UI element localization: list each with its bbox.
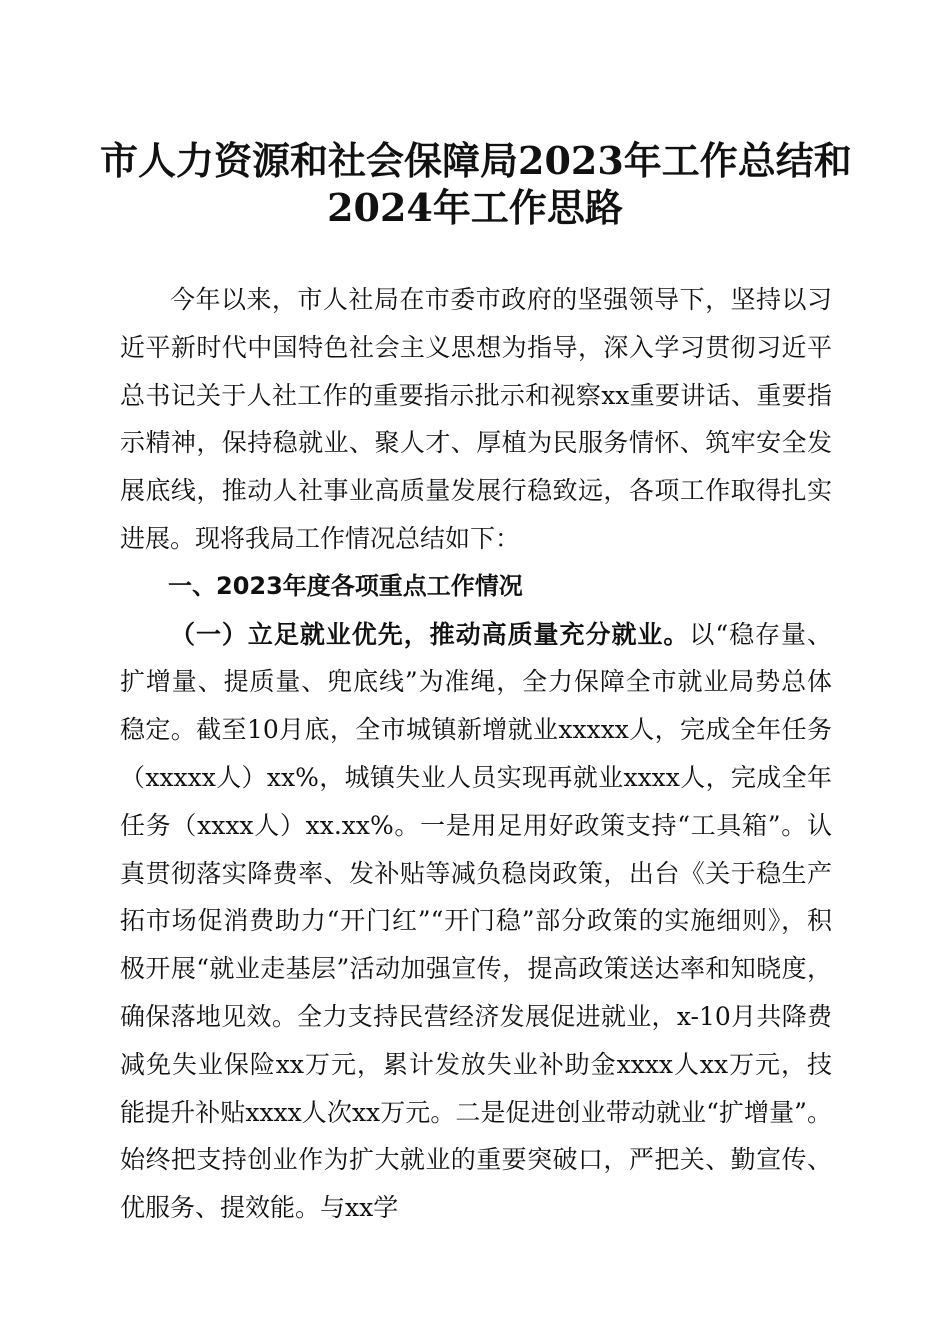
document-title-line-1: 市人力资源和社会保障局2023年工作总结和 [100, 138, 852, 183]
document-title-line-2: 2024年工作思路 [327, 185, 623, 230]
document-body [120, 276, 832, 1232]
subsection-1-body: 以“稳存量、扩增量、提质量、兜底线”为准绳，全力保障全市就业局势总体稳定。截至10月底，全市城镇新增就业xxxxx人，完成全年任务（xxxxx人）xx%，城镇失业人员实现再就业xxxx人，完成全年任务（xxxx人）xx.xx%。一是用足用好政策支持“工具箱”。认真贯彻落实降费率、发补贴等减负稳岗政策，出台《关于稳生产拓市场促消费助力“开门红”“开门稳”部分政策的实施细则》，积极开展“就业走基层”活动加强宣传，提高政策送达率和知晓度，确保落地见效。全力支持民营经济发展促进就业，x-10月共降费减免失业保险xx万元，累计发放失业补助金xxxx人xx万元，技能提升补贴xxxx人次xx万元。二是促进创业带动就业“扩增量”。始终把支持创业作为扩大就业的重要突破口，严把关、勤宣传、优服务、提效能。与xx学 [120, 619, 832, 1223]
subsection-1-lead: （一）立足就业优先，推动高质量充分就业。 [170, 619, 690, 649]
section-1-heading: 一、2023年度各项重点工作情况 [168, 571, 523, 600]
intro-paragraph: 今年以来，市人社局在市委市政府的坚强领导下，坚持以习近平新时代中国特色社会主义思想为指导，深入学习贯彻习近平总书记关于人社工作的重要指示批示和视察xx重要讲话、重要指示精神，保持稳就业、聚人才、厚植为民服务情怀、筑牢安全发展底线，推动人社事业高质量发展行稳致远，各项工作取得扎实进展。现将我局工作情况总结如下： [120, 285, 832, 553]
subsection-1-paragraph [120, 611, 832, 1232]
